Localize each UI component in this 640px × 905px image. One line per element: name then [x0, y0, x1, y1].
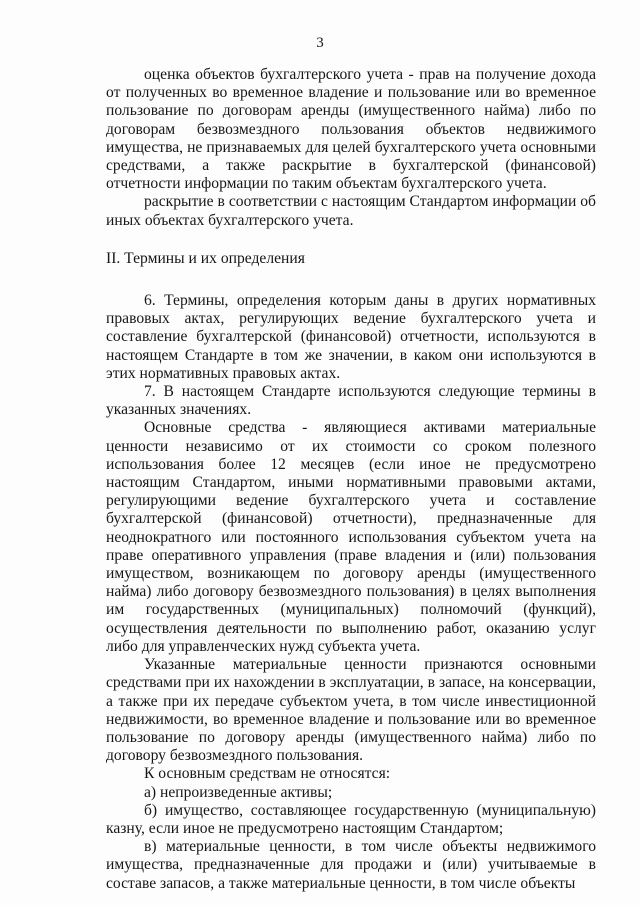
document-body	[106, 66, 596, 893]
list-item-a: а) непроизведенные активы;	[144, 783, 333, 801]
paragraph-item-7: 7. В настоящем Стандарте используются следующие термины в указанных значениях.	[106, 383, 596, 419]
paragraph-valuation: оценка объектов бухгалтерского учета - прав на получение дохода от полученных во временное владение и пользование или во временное пользование по договорам аренды (имущественного найма) либо по договорам безвозмездного пользования объектов недвижимого имущества, не признаваемых для целей бухгалтерского учета основными средствами, а также раскрытие в бухгалтерской (финансовой) отчетности информации по таким объектам бухгалтерского учета.	[106, 66, 596, 193]
list-item-b: б) имущество, составляющее государственную (муниципальную) казну, если иное не предусмотрено настоящим Стандартом;	[106, 801, 596, 837]
paragraph-item-6: 6. Термины, определения которым даны в других нормативных правовых актах, регулирующих ведение бухгалтерского учета и составление бухгалтерской (финансовой) отчетности, используются в настоящем Стандарте в том же значении, в каком они используются в этих нормативных правовых актах.	[106, 292, 596, 382]
list-item-v: в) материальные ценности, в том числе объекты недвижимого имущества, предназначенные для продажи и (или) учитываемые в составе запасов, а также материальные ценности, в том числе объекты	[106, 838, 596, 892]
page-number: 3	[316, 35, 324, 51]
section-heading: II. Термины и их определения	[106, 249, 305, 267]
paragraph-exclusions-intro: К основным средствам не относятся:	[144, 765, 391, 783]
paragraph-disclosure: раскрытие в соответствии с настоящим Стандартом информации об иных объектах бухгалтерского учета.	[106, 193, 596, 229]
paragraph-fixed-assets-definition: Основные средства - являющиеся активами материальные ценности независимо от их стоимости со сроком полезного использования более 12 месяцев (если иное не предусмотрено настоящим Стандартом, иными нормативными правовыми актами, регулирующими ведение бухгалтерского учета и составление бухгалтерской (финансовой) отчетности), предназначенные для неоднократного или постоянного использования субъектом учета на праве оперативного управления (праве владения и (или) пользования имуществом, возникающем по договору аренды (имущественного найма) либо договору безвозмездного пользования) в целях выполнения им государственных (муниципальных) полномочий (функций), осуществления деятельности по выполнению работ, оказанию услуг либо для управленческих нужд субъекта учета.	[106, 419, 596, 655]
paragraph-recognition: Указанные материальные ценности признаются основными средствами при их нахождении в эксплуатации, в запасе, на консервации, а также при их передаче субъектом учета, в том числе инвестиционной недвижимости, во временное владение и пользование или во временное пользование по договору аренды (имущественного найма) либо по договору безвозмездного пользования.	[106, 656, 596, 765]
